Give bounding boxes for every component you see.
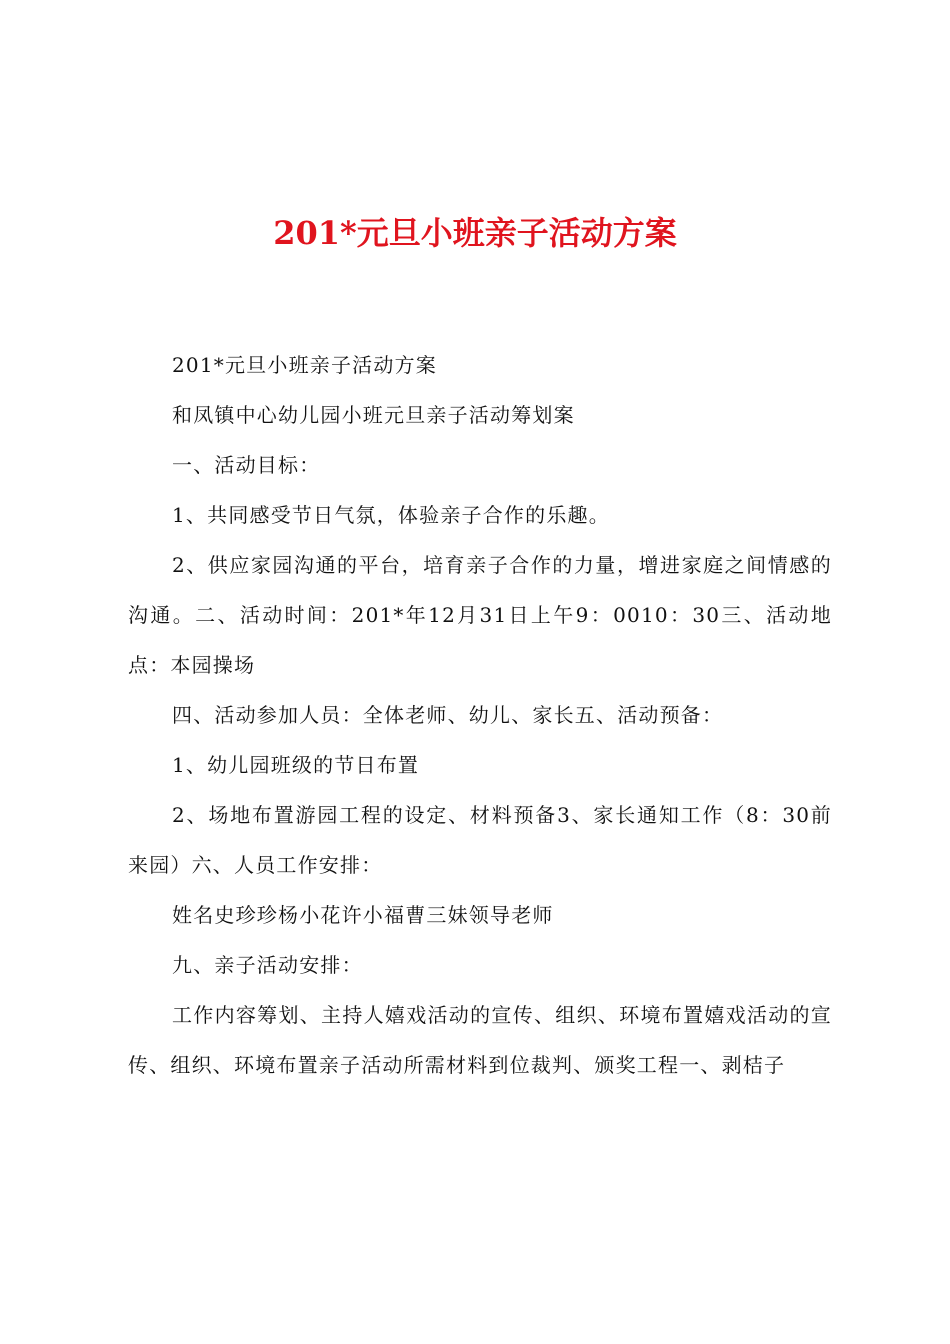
paragraph-heading: 201*元旦小班亲子活动方案	[172, 353, 437, 377]
paragraph-prep-2-3: 2、场地布置游园工程的设定、材料预备3、家长通知工作（8：30前来园）六、人员工作安排：	[128, 803, 832, 877]
paragraph-section-goals: 一、活动目标：	[172, 453, 321, 477]
paragraph-work-content: 工作内容筹划、主持人嬉戏活动的宣传、组织、环境布置嬉戏活动的宣传、组织、环境布置亲子活动所需材料到位裁判、颁奖工程一、剥桔子	[128, 1003, 832, 1077]
paragraph-section-activities: 九、亲子活动安排：	[172, 953, 363, 977]
paragraph-prep-1: 1、幼儿园班级的节日布置	[172, 753, 420, 777]
paragraph-plan-name: 和凤镇中心幼儿园小班元旦亲子活动筹划案	[172, 403, 575, 427]
paragraph-participants-prep: 四、活动参加人员：全体老师、幼儿、家长五、活动预备：	[172, 703, 724, 727]
paragraph-staff-names: 姓名史珍珍杨小花许小福曹三妹领导老师	[172, 903, 554, 927]
document-title: 201*元旦小班亲子活动方案	[273, 214, 677, 252]
paragraph-goal-1: 1、共同感受节日气氛，体验亲子合作的乐趣。	[172, 503, 610, 527]
paragraph-goal-2-time-place: 2、供应家园沟通的平台，培育亲子合作的力量，增进家庭之间情感的沟通。二、活动时间：201*年12月31日上午9：0010：30三、活动地点：本园操场	[128, 553, 832, 677]
document-body	[128, 340, 832, 1090]
